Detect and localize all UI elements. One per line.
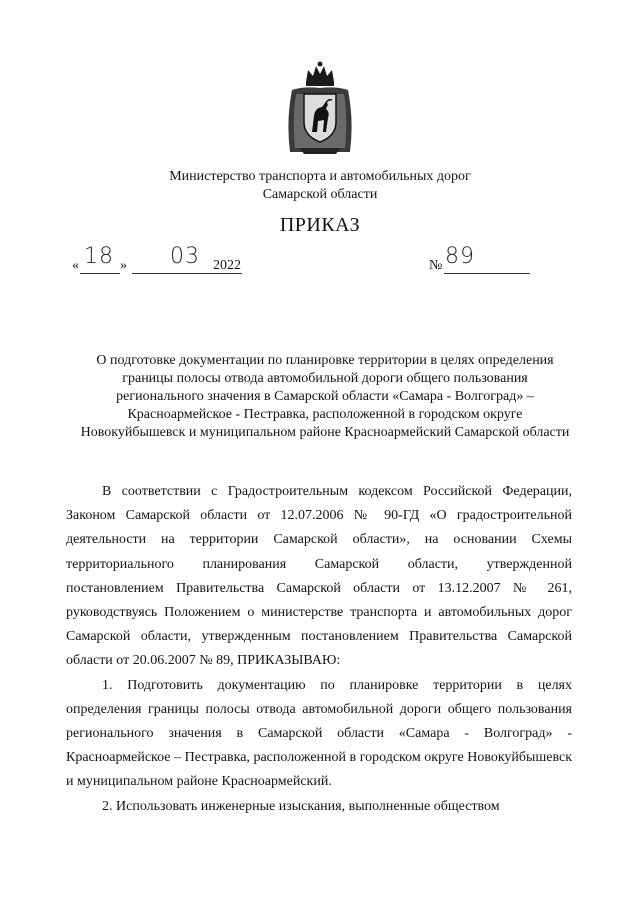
- number-label: №: [429, 258, 443, 273]
- order-item-1: 1. Подготовить документацию по планировке территории в целях определения границы полосы отвода автомобильной дороги общего пользования регионального значения в Самарской области «Самара - Волгоград» - Красноармейское – Пестравка, расположенной в городском округе Новокуйбышевск и муниципальном районе Красноармейский.: [66, 677, 572, 790]
- order-month: 03: [170, 244, 200, 269]
- day-underline: [80, 273, 120, 274]
- order-item-2: 2. Использовать инженерные изыскания, выполненные обществом: [102, 798, 500, 814]
- preamble-paragraph: В соответствии с Градостроительным кодексом Российской Федерации, Законом Самарской области от 12.07.2006 № 90-ГД «О градостроительной деятельности на территории Самарской области», на основании Схемы территориального планирования Самарской области, утвержденной постановлением Правительства Самарской области от 13.12.2007 № 261, руководствуясь Положением о министерстве транспорта и автомобильных дорог Самарской области, утвержденным постановлением Правительства Самарской области от 20.06.2007 № 89, ПРИКАЗЫВАЮ:: [66, 484, 572, 669]
- order-subject: [60, 352, 590, 442]
- date-number-row: [72, 244, 572, 274]
- quote-close: »: [120, 258, 127, 273]
- ministry-line-1: Министерство транспорта и автомобильных дорог: [169, 169, 471, 184]
- subject-line: Новокуйбышевск и муниципальном районе Красноармейский Самарской области: [80, 425, 570, 440]
- coat-of-arms-icon: [282, 60, 358, 158]
- quote-open: «: [72, 258, 79, 273]
- subject-line: регионального значения в Самарской области «Самара - Волгоград» –: [116, 389, 534, 404]
- order-body: [66, 480, 572, 819]
- order-year: 2022: [213, 258, 241, 273]
- document-type-title: ПРИКАЗ: [279, 214, 361, 236]
- order-number: 89: [445, 244, 475, 269]
- subject-line: О подготовке документации по планировке территории в целях определения: [96, 353, 554, 368]
- ministry-name: [120, 168, 520, 204]
- ministry-line-2: Самарской области: [262, 187, 378, 202]
- subject-line: Красноармейское - Пестравка, расположенной в городском округе: [127, 407, 523, 422]
- subject-line: границы полосы отвода автомобильной дороги общего пользования: [122, 371, 528, 386]
- number-underline: [444, 273, 530, 274]
- order-day: 18: [84, 244, 114, 269]
